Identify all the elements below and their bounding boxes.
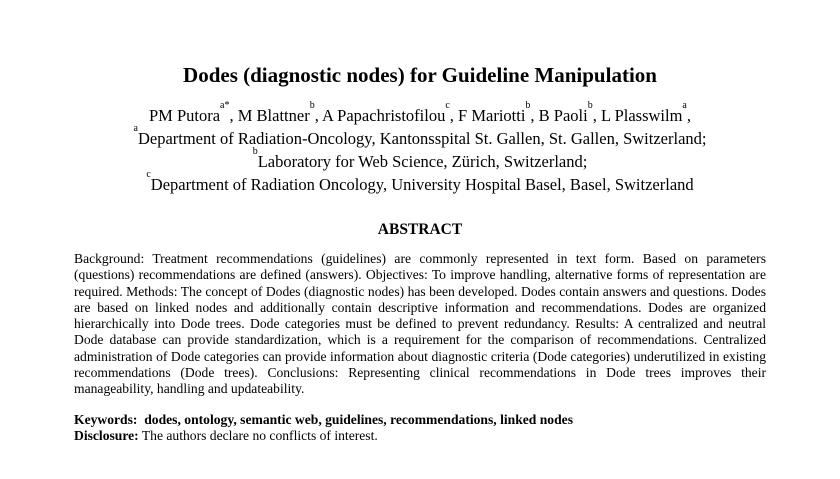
disclosure-line (74, 428, 774, 444)
disclosure-label: Disclosure: (74, 428, 139, 444)
author: A Papachristofilou$^c$, (322, 100, 459, 125)
authors-block (0, 100, 840, 196)
disclosure-text: The authors declare no conflicts of interest. (141, 428, 378, 444)
keywords-line (74, 412, 774, 428)
keywords-label: Keywords: (74, 412, 138, 427)
keywords-disclosure-block (74, 412, 774, 445)
affiliation-mark: a* (220, 100, 230, 111)
author-list (0, 100, 840, 127)
abstract-heading: ABSTRACT (377, 221, 463, 238)
abstract-text: Background: Treatment recommendations (guidelines) are commonly represented in text form. Based on parameters (questions) recommendations are defined (answers). Objectives: To improve handling, alternative forms of representation are required. Methods: The concept of Dodes (diagnostic nodes) has been developed. Dodes contain answers and questions. Dodes are based on linked nodes and additionally contain descriptive information and recommendations. Dodes are organized hierarchically into Dode trees. Dode categories must be defined to prevent redundancy. Results: A centralized and neutral Dode database can provide standardization, which is a requirement for the comparison of recommendations. Centralized administration of Dode categories can provide information about diagnostic criteria (Dode categories) underutilized in existing recommendations (Dode trees). Conclusions: Representing clinical recommendations in Dode trees improves their manageability, handling and updateability. (74, 251, 766, 397)
affiliation-mark: b (309, 100, 315, 111)
author: F Mariotti$^b$, (458, 100, 539, 125)
affiliation-line: $^b$Laboratory for Web Science, Zürich, Switzerland; (252, 146, 588, 171)
paper-title: Dodes (diagnostic nodes) for Guideline Manipulation (183, 63, 657, 87)
affiliation-mark: a (133, 123, 138, 134)
keywords-values: dodes, ontology, semantic web, guidelines, recommendations, linked nodes (144, 412, 573, 427)
affiliation-line: $^c$Department of Radiation Oncology, University Hospital Basel, Basel, Switzerland (146, 169, 694, 194)
author: B Paoli$^b$, (538, 100, 601, 125)
author: PM Putora$^{a*}$, (148, 100, 238, 125)
author: M Blattner$^b$, (237, 100, 323, 125)
affiliation-mark: c (146, 169, 151, 180)
affiliation-mark: b (252, 146, 258, 157)
affiliation-line: $^a$Department of Radiation-Oncology, Kantonsspital St. Gallen, St. Gallen, Switzerland; (133, 123, 707, 148)
affiliation-mark: a (682, 100, 687, 111)
affiliation-mark: b (525, 100, 531, 111)
author: L Plasswilm$^a$, (600, 100, 691, 125)
affiliation-mark: c (445, 100, 450, 111)
affiliation-mark: b (587, 100, 593, 111)
